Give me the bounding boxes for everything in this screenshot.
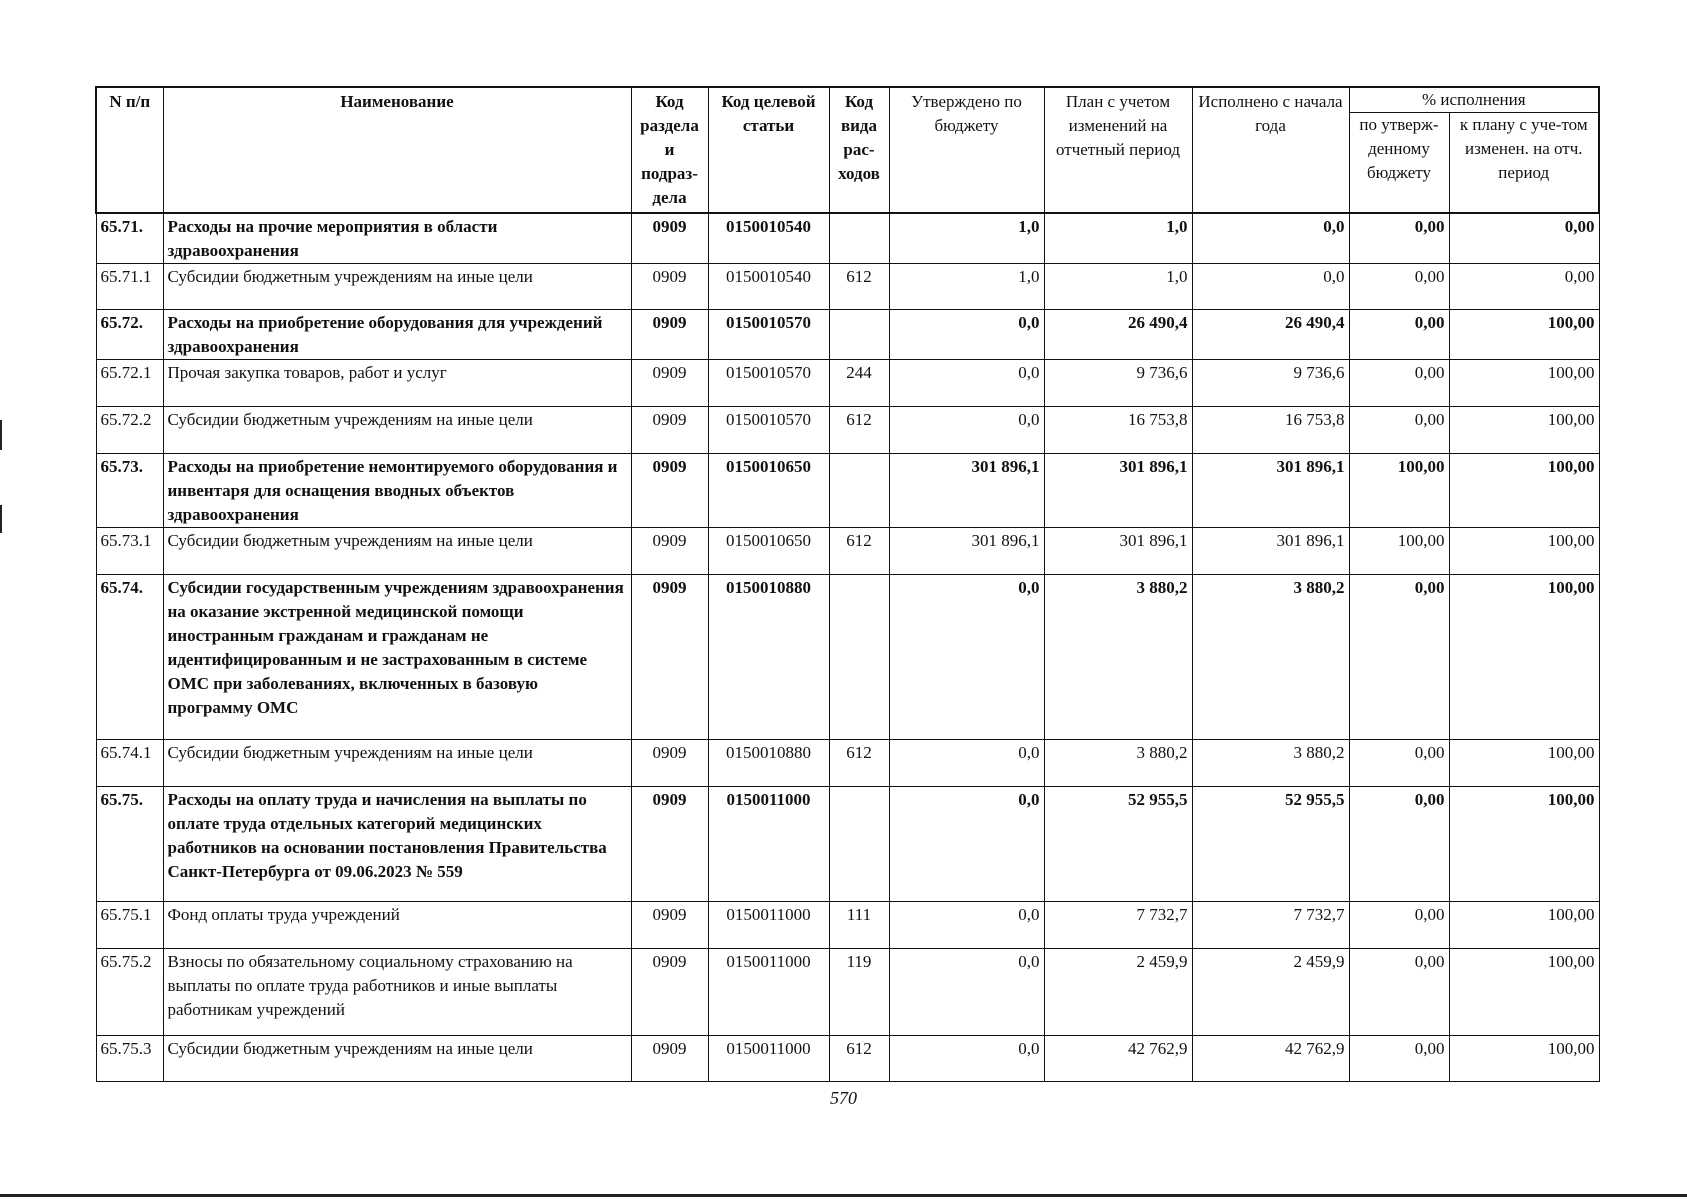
row-pct-approved: 0,00 [1349, 213, 1449, 264]
row-pct-approved: 0,00 [1349, 574, 1449, 739]
row-pct-approved: 0,00 [1349, 901, 1449, 948]
row-expense-code: 612 [829, 263, 889, 309]
row-target-code: 0150011000 [708, 948, 829, 1035]
row-executed: 3 880,2 [1192, 739, 1349, 786]
row-section-code: 0909 [631, 213, 708, 264]
row-plan: 7 732,7 [1044, 901, 1192, 948]
row-target-code: 0150011000 [708, 786, 829, 901]
row-number: 65.73. [96, 453, 163, 527]
row-plan: 3 880,2 [1044, 739, 1192, 786]
row-name: Субсидии бюджетным учреждениям на иные цели [163, 263, 631, 309]
table-row [96, 1035, 1599, 1081]
row-target-code: 0150010540 [708, 263, 829, 309]
row-target-code: 0150011000 [708, 901, 829, 948]
row-approved: 0,0 [889, 786, 1044, 901]
row-target-code: 0150010650 [708, 527, 829, 574]
row-number: 65.75.3 [96, 1035, 163, 1081]
row-executed: 26 490,4 [1192, 309, 1349, 359]
header-n: N п/п [96, 87, 163, 213]
table-row [96, 739, 1599, 786]
row-name: Взносы по обязательному социальному страхованию на выплаты по оплате труда работников и иные выплаты работникам учреждений [163, 948, 631, 1035]
row-expense-code [829, 786, 889, 901]
row-executed: 42 762,9 [1192, 1035, 1349, 1081]
scan-edge-mark [0, 505, 2, 533]
row-pct-plan: 0,00 [1449, 213, 1599, 264]
row-expense-code: 612 [829, 406, 889, 453]
table-row [96, 309, 1599, 359]
row-plan: 52 955,5 [1044, 786, 1192, 901]
row-section-code: 0909 [631, 739, 708, 786]
row-target-code: 0150010570 [708, 359, 829, 406]
row-expense-code: 244 [829, 359, 889, 406]
row-executed: 7 732,7 [1192, 901, 1349, 948]
table-row [96, 574, 1599, 739]
table-row [96, 359, 1599, 406]
row-pct-approved: 100,00 [1349, 453, 1449, 527]
row-section-code: 0909 [631, 1035, 708, 1081]
row-plan: 1,0 [1044, 263, 1192, 309]
row-number: 65.72.2 [96, 406, 163, 453]
row-name: Субсидии бюджетным учреждениям на иные цели [163, 527, 631, 574]
table-header [96, 87, 1599, 213]
row-pct-plan: 100,00 [1449, 574, 1599, 739]
row-pct-plan: 0,00 [1449, 263, 1599, 309]
row-executed: 0,0 [1192, 213, 1349, 264]
row-number: 65.72. [96, 309, 163, 359]
row-number: 65.71.1 [96, 263, 163, 309]
row-expense-code: 612 [829, 527, 889, 574]
row-pct-approved: 0,00 [1349, 786, 1449, 901]
row-plan: 3 880,2 [1044, 574, 1192, 739]
row-expense-code: 612 [829, 1035, 889, 1081]
header-expense-code: Код вида рас-ходов [829, 87, 889, 213]
header-name: Наименование [163, 87, 631, 213]
row-target-code: 0150010570 [708, 406, 829, 453]
row-pct-approved: 0,00 [1349, 1035, 1449, 1081]
row-pct-plan: 100,00 [1449, 359, 1599, 406]
row-approved: 0,0 [889, 948, 1044, 1035]
row-section-code: 0909 [631, 263, 708, 309]
header-section-code: Код раздела и подраз-дела [631, 87, 708, 213]
row-pct-plan: 100,00 [1449, 901, 1599, 948]
header-pct-plan: к плану с уче-том изменен. на отч. период [1449, 113, 1599, 213]
row-executed: 16 753,8 [1192, 406, 1349, 453]
row-number: 65.75.2 [96, 948, 163, 1035]
header-percent-group: % исполнения [1349, 87, 1599, 113]
row-pct-approved: 0,00 [1349, 948, 1449, 1035]
row-pct-approved: 0,00 [1349, 263, 1449, 309]
row-pct-approved: 0,00 [1349, 406, 1449, 453]
row-name: Субсидии бюджетным учреждениям на иные цели [163, 406, 631, 453]
row-approved: 0,0 [889, 406, 1044, 453]
table-row [96, 453, 1599, 527]
header-pct-approved: по утверж-денному бюджету [1349, 113, 1449, 213]
row-name: Прочая закупка товаров, работ и услуг [163, 359, 631, 406]
row-name: Фонд оплаты труда учреждений [163, 901, 631, 948]
row-section-code: 0909 [631, 948, 708, 1035]
row-approved: 301 896,1 [889, 453, 1044, 527]
row-target-code: 0150010570 [708, 309, 829, 359]
row-approved: 0,0 [889, 309, 1044, 359]
row-target-code: 0150010880 [708, 739, 829, 786]
row-plan: 16 753,8 [1044, 406, 1192, 453]
table-body [96, 213, 1599, 1082]
row-approved: 0,0 [889, 739, 1044, 786]
header-executed: Исполнено с начала года [1192, 87, 1349, 213]
row-executed: 52 955,5 [1192, 786, 1349, 901]
row-name: Субсидии бюджетным учреждениям на иные цели [163, 739, 631, 786]
row-expense-code: 119 [829, 948, 889, 1035]
row-approved: 0,0 [889, 1035, 1044, 1081]
row-number: 65.75. [96, 786, 163, 901]
row-executed: 301 896,1 [1192, 453, 1349, 527]
row-plan: 42 762,9 [1044, 1035, 1192, 1081]
row-pct-plan: 100,00 [1449, 948, 1599, 1035]
row-approved: 301 896,1 [889, 527, 1044, 574]
table-row [96, 406, 1599, 453]
row-number: 65.74. [96, 574, 163, 739]
row-section-code: 0909 [631, 527, 708, 574]
row-executed: 9 736,6 [1192, 359, 1349, 406]
row-plan: 1,0 [1044, 213, 1192, 264]
row-executed: 3 880,2 [1192, 574, 1349, 739]
row-expense-code [829, 574, 889, 739]
row-name: Расходы на приобретение немонтируемого оборудования и инвентаря для оснащения вводных объектов здравоохранения [163, 453, 631, 527]
row-pct-plan: 100,00 [1449, 786, 1599, 901]
header-target-code: Код целевой статьи [708, 87, 829, 213]
row-number: 65.72.1 [96, 359, 163, 406]
row-pct-plan: 100,00 [1449, 309, 1599, 359]
row-pct-plan: 100,00 [1449, 406, 1599, 453]
row-pct-approved: 0,00 [1349, 359, 1449, 406]
row-section-code: 0909 [631, 786, 708, 901]
table-row [96, 786, 1599, 901]
page-number: 570 [830, 1088, 857, 1108]
table-row [96, 901, 1599, 948]
row-expense-code: 111 [829, 901, 889, 948]
row-pct-plan: 100,00 [1449, 1035, 1599, 1081]
row-pct-plan: 100,00 [1449, 739, 1599, 786]
row-plan: 301 896,1 [1044, 453, 1192, 527]
scan-edge-mark [0, 420, 2, 450]
row-name: Расходы на оплату труда и начисления на выплаты по оплате труда отдельных категорий медицинских работников на основании постановления Правительства Санкт-Петербурга от 09.06.2023 № 559 [163, 786, 631, 901]
header-plan: План с учетом изменений на отчетный период [1044, 87, 1192, 213]
row-plan: 26 490,4 [1044, 309, 1192, 359]
row-number: 65.71. [96, 213, 163, 264]
row-approved: 0,0 [889, 359, 1044, 406]
page-bottom-border [0, 1194, 1687, 1197]
row-target-code: 0150011000 [708, 1035, 829, 1081]
row-executed: 2 459,9 [1192, 948, 1349, 1035]
header-approved: Утверждено по бюджету [889, 87, 1044, 213]
row-expense-code: 612 [829, 739, 889, 786]
row-target-code: 0150010880 [708, 574, 829, 739]
row-approved: 0,0 [889, 574, 1044, 739]
row-section-code: 0909 [631, 406, 708, 453]
row-pct-approved: 0,00 [1349, 309, 1449, 359]
row-expense-code [829, 453, 889, 527]
row-section-code: 0909 [631, 574, 708, 739]
row-approved: 1,0 [889, 213, 1044, 264]
row-approved: 0,0 [889, 901, 1044, 948]
row-pct-plan: 100,00 [1449, 527, 1599, 574]
row-plan: 2 459,9 [1044, 948, 1192, 1035]
row-number: 65.74.1 [96, 739, 163, 786]
row-name: Расходы на приобретение оборудования для учреждений здравоохранения [163, 309, 631, 359]
row-pct-plan: 100,00 [1449, 453, 1599, 527]
row-pct-approved: 0,00 [1349, 739, 1449, 786]
table-row [96, 213, 1599, 264]
row-target-code: 0150010540 [708, 213, 829, 264]
row-number: 65.73.1 [96, 527, 163, 574]
row-target-code: 0150010650 [708, 453, 829, 527]
row-name: Субсидии бюджетным учреждениям на иные цели [163, 1035, 631, 1081]
budget-execution-table [95, 86, 1600, 1082]
row-name: Расходы на прочие мероприятия в области здравоохранения [163, 213, 631, 264]
row-approved: 1,0 [889, 263, 1044, 309]
row-expense-code [829, 309, 889, 359]
row-section-code: 0909 [631, 453, 708, 527]
row-expense-code [829, 213, 889, 264]
table-row [96, 527, 1599, 574]
row-executed: 301 896,1 [1192, 527, 1349, 574]
row-plan: 9 736,6 [1044, 359, 1192, 406]
row-plan: 301 896,1 [1044, 527, 1192, 574]
table-row [96, 948, 1599, 1035]
row-executed: 0,0 [1192, 263, 1349, 309]
row-section-code: 0909 [631, 901, 708, 948]
table-row [96, 263, 1599, 309]
row-pct-approved: 100,00 [1349, 527, 1449, 574]
row-section-code: 0909 [631, 309, 708, 359]
row-section-code: 0909 [631, 359, 708, 406]
row-number: 65.75.1 [96, 901, 163, 948]
row-name: Субсидии государственным учреждениям здравоохранения на оказание экстренной медицинской помощи иностранным гражданам и гражданам не идентифицированным и не застрахованным в системе ОМС при заболеваниях, включенных в базовую программу ОМС [163, 574, 631, 739]
